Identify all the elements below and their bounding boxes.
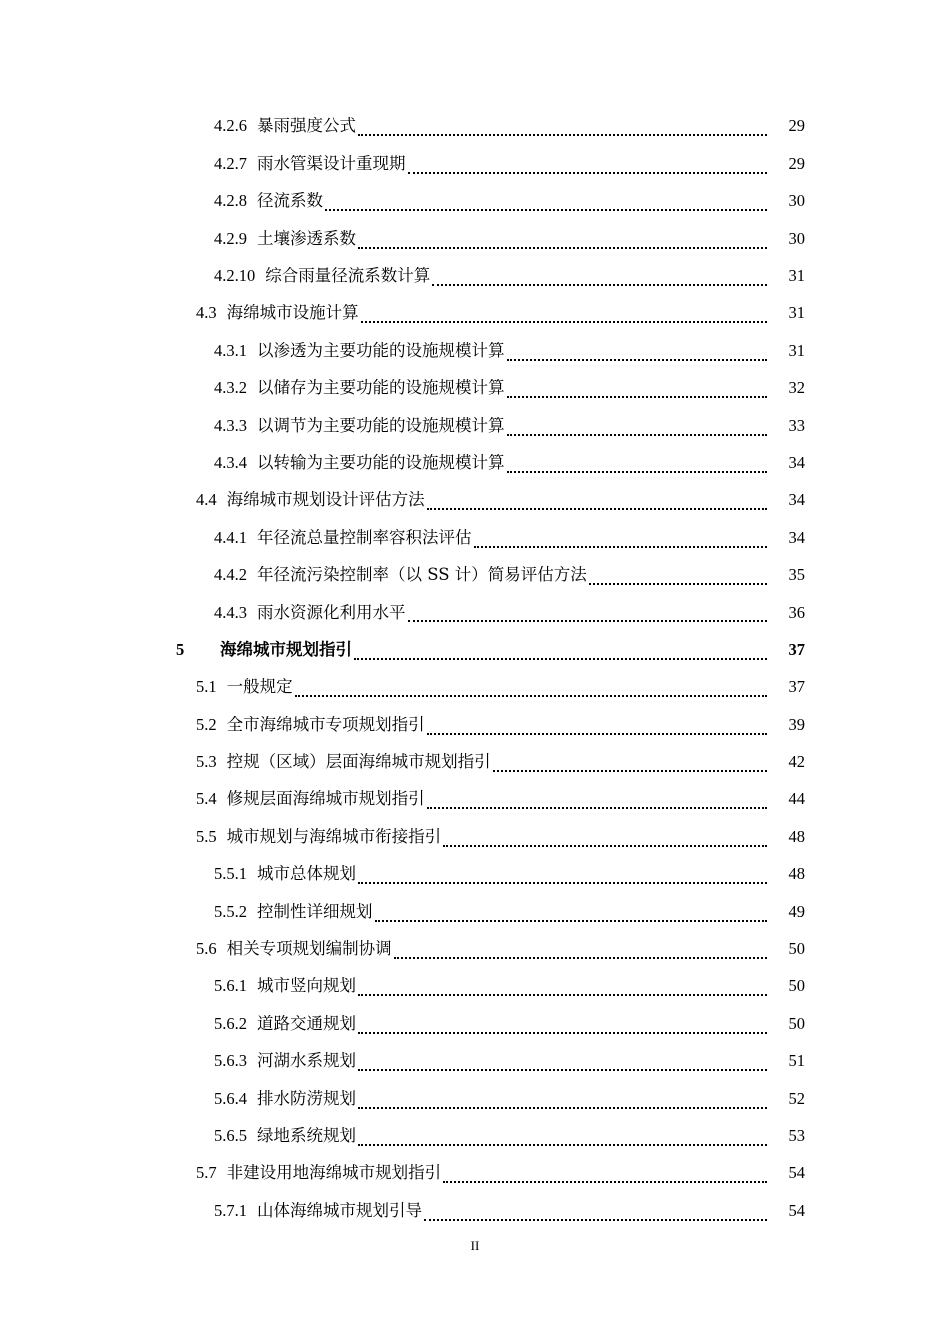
toc-entry-number: 4.2.7 [214,153,247,173]
toc-entry-page: 34 [788,490,805,510]
toc-dot-leader [358,246,767,249]
toc-entry-heading [214,153,406,173]
toc-entry-page: 48 [788,864,805,884]
toc-entry-number: 5.7 [196,1163,217,1183]
toc-entry-heading [214,1013,356,1033]
toc-entry-title: 以渗透为主要功能的设施规模计算 [257,340,505,360]
toc-dot-leader [358,1106,767,1109]
toc-entry-number: 4.4.2 [214,565,247,585]
toc-dot-leader [394,956,767,959]
toc-entry-number: 4.2.9 [214,228,247,248]
toc-entry-page: 51 [788,1051,805,1071]
toc-entry-page: 50 [788,939,805,959]
toc-entry-page: 36 [788,602,805,622]
toc-entry-page: 29 [788,153,805,173]
toc-dot-leader [507,358,768,361]
toc-entry[interactable] [0,669,950,706]
toc-entry[interactable] [0,445,950,482]
toc-entry-number: 5.5 [196,826,217,846]
toc-dot-leader [432,283,767,286]
toc-entry-page: 29 [788,116,805,136]
toc-entry-heading [214,118,356,135]
toc-entry-page: 53 [788,1125,805,1145]
toc-entry[interactable] [0,706,950,743]
toc-dot-leader [358,881,767,884]
toc-entry-number: 4.2.8 [214,191,247,211]
toc-entry-page: 34 [788,452,805,472]
toc-entry[interactable] [0,744,950,781]
toc-entry-heading [214,415,505,435]
toc-entry-title: 雨水资源化利用水平 [257,602,406,622]
toc-entry-number: 4.3.4 [214,452,247,472]
toc-entry-number: 4.3.2 [214,378,247,398]
toc-entry[interactable] [0,183,950,220]
toc-entry-number: 5.6.1 [214,976,247,996]
toc-entry-heading [214,193,323,210]
toc-entry[interactable] [0,1043,950,1080]
toc-entry-heading [214,866,356,883]
toc-entry[interactable] [0,145,950,182]
toc-entry-number: 4.3 [196,303,217,323]
toc-entry-heading [214,978,356,995]
toc-entry[interactable] [0,594,950,631]
toc-entry-page: 42 [788,752,805,772]
toc-entry[interactable] [0,482,950,519]
toc-entry[interactable] [0,818,950,855]
toc-entry[interactable] [0,968,950,1005]
toc-entry-heading [176,639,352,659]
toc-entry[interactable] [0,1192,950,1229]
toc-dot-leader [295,694,767,697]
toc-entry-number: 5.6.2 [214,1013,247,1033]
toc-dot-leader [427,732,767,735]
toc-entry-number: 5 [176,639,185,659]
toc-dot-leader [358,1068,767,1071]
toc-entry-number: 5.5.2 [214,901,247,921]
toc-dot-leader [427,806,767,809]
toc-entry-number: 5.6 [196,939,217,959]
toc-entry[interactable] [0,258,950,295]
toc-entry-title: 全市海绵城市专项规划指引 [226,714,425,734]
toc-entry-heading [196,941,392,958]
toc-entry-number: 4.4.3 [214,602,247,622]
toc-entry-heading [214,567,587,584]
toc-entry-title: 海绵城市规划指引 [220,639,352,659]
toc-entry-title: 以调节为主要功能的设施规模计算 [257,415,505,435]
toc-entry[interactable] [0,1080,950,1117]
toc-entry-heading [196,679,293,696]
toc-entry-page: 44 [788,789,805,809]
toc-entry[interactable] [0,295,950,332]
toc-entry-page: 30 [788,191,805,211]
toc-entry-title: 年径流污染控制率（以 SS 计）简易评估方法 [257,565,587,585]
toc-entry-number: 5.6.5 [214,1125,247,1145]
toc-entry-heading [214,380,505,397]
toc-entry-title: 年径流总量控制率容积法评估 [257,527,472,547]
toc-entry-page: 35 [788,565,805,585]
toc-entry-title: 以转输为主要功能的设施规模计算 [257,452,505,472]
toc-dot-leader [424,1218,767,1221]
toc-entry-page: 54 [788,1200,805,1220]
toc-entry-number: 5.3 [196,752,217,772]
toc-entry-heading [214,228,356,248]
toc-entry-page: 50 [788,1013,805,1033]
toc-dot-leader [507,433,768,436]
toc-entry[interactable] [0,631,950,668]
toc-dot-leader [358,1143,767,1146]
table-of-contents [0,108,950,1230]
toc-entry-heading [196,1165,441,1182]
toc-entry-page: 31 [788,303,805,323]
toc-entry-page: 52 [788,1088,805,1108]
toc-entry-title: 海绵城市规划设计评估方法 [226,490,425,510]
toc-entry-heading [214,602,406,622]
toc-entry-page: 37 [788,677,805,697]
toc-entry-heading [214,1125,356,1145]
toc-entry-title: 暴雨强度公式 [257,116,356,136]
toc-entry-heading [196,754,491,771]
toc-entry-title: 非建设用地海绵城市规划指引 [226,1163,442,1183]
toc-entry-number: 5.7.1 [214,1200,247,1220]
toc-dot-leader [358,133,767,136]
toc-dot-leader [375,919,768,922]
toc-entry-heading [214,1088,356,1108]
toc-entry-page: 39 [788,714,805,734]
toc-entry-number: 4.2.6 [214,116,247,136]
toc-entry-title: 城市竖向规划 [257,976,356,996]
toc-entry-number: 5.2 [196,714,217,734]
toc-entry-page: 32 [788,378,805,398]
toc-entry-heading [196,826,442,846]
toc-entry-page: 34 [788,527,805,547]
toc-entry[interactable] [0,1118,950,1155]
toc-entry-page: 54 [788,1163,805,1183]
toc-entry-page: 48 [788,826,805,846]
toc-dot-leader [589,582,767,585]
toc-entry-title: 道路交通规划 [257,1013,356,1033]
toc-entry-heading [214,1053,356,1070]
toc-dot-leader [507,395,768,398]
toc-dot-leader [507,470,768,473]
toc-entry-page: 37 [788,639,805,659]
toc-entry[interactable] [0,220,950,257]
page-footer [0,1238,950,1254]
toc-entry[interactable] [0,108,950,145]
toc-entry-heading [196,791,425,808]
toc-entry-number: 4.2.10 [214,266,256,285]
toc-dot-leader [408,619,768,622]
toc-entry-page: 50 [788,976,805,996]
toc-entry-page: 31 [788,266,805,285]
toc-entry-heading [214,901,373,921]
toc-entry-title: 雨水管渠设计重现期 [257,153,406,173]
toc-entry-page: 33 [788,415,805,435]
toc-dot-leader [325,208,767,211]
toc-dot-leader [493,769,767,772]
toc-entry-title: 控规（区域）层面海绵城市规划指引 [226,752,491,772]
toc-entry-number: 4.3.1 [214,340,247,360]
toc-entry-title: 土壤渗透系数 [257,228,356,248]
toc-entry-number: 5.6.3 [214,1051,247,1071]
page-number-label: II [470,1238,480,1253]
toc-entry-title: 径流系数 [257,191,323,211]
toc-dot-leader [358,993,767,996]
toc-entry-title: 绿地系统规划 [257,1125,356,1145]
toc-entry[interactable] [0,332,950,369]
toc-entry-number: 5.6.4 [214,1088,247,1108]
toc-dot-leader [358,1031,767,1034]
toc-entry-number: 5.4 [196,789,217,809]
toc-entry-page: 31 [788,340,805,360]
toc-entry-heading [196,714,425,734]
toc-entry-number: 5.5.1 [214,864,247,884]
toc-entry-title: 城市总体规划 [257,864,356,884]
toc-entry-title: 修规层面海绵城市规划指引 [226,789,425,809]
toc-entry-title: 一般规定 [226,677,293,697]
toc-entry-title: 综合雨量径流系数计算 [265,266,431,285]
toc-entry[interactable] [0,893,950,930]
toc-entry-number: 4.4 [196,490,217,510]
toc-entry[interactable] [0,519,950,556]
toc-dot-leader [354,657,767,660]
toc-entry-title: 河湖水系规划 [257,1051,356,1071]
toc-entry[interactable] [0,781,950,818]
toc-dot-leader [474,545,768,548]
toc-entry-title: 以储存为主要功能的设施规模计算 [257,378,505,398]
toc-dot-leader [408,171,768,174]
toc-entry-title: 山体海绵城市规划引导 [257,1200,422,1220]
toc-entry[interactable] [0,557,950,594]
toc-entry-number: 5.1 [196,677,217,697]
toc-entry-heading [196,305,359,322]
toc-entry-title: 控制性详细规划 [257,901,373,921]
toc-entry-page: 30 [788,228,805,248]
toc-entry-heading [214,452,505,472]
toc-entry-heading [214,527,472,547]
toc-dot-leader [361,320,767,323]
toc-dot-leader [443,1180,767,1183]
toc-entry-heading [214,340,505,360]
toc-entry[interactable] [0,1155,950,1192]
toc-entry[interactable] [0,931,950,968]
toc-entry-heading [214,268,430,285]
toc-entry[interactable] [0,370,950,407]
toc-entry[interactable] [0,856,950,893]
toc-entry-title: 城市规划与海绵城市衔接指引 [226,826,442,846]
toc-entry-heading [196,492,425,509]
toc-entry-title: 相关专项规划编制协调 [226,939,392,959]
toc-entry[interactable] [0,407,950,444]
toc-entry-page: 49 [788,901,805,921]
toc-entry-title: 海绵城市设施计算 [226,303,359,323]
toc-entry-heading [214,1200,422,1220]
toc-entry[interactable] [0,1005,950,1042]
toc-entry-title: 排水防涝规划 [257,1088,356,1108]
toc-entry-number: 4.4.1 [214,527,247,547]
toc-entry-number: 4.3.3 [214,415,247,435]
toc-dot-leader [427,507,767,510]
toc-dot-leader [443,844,767,847]
